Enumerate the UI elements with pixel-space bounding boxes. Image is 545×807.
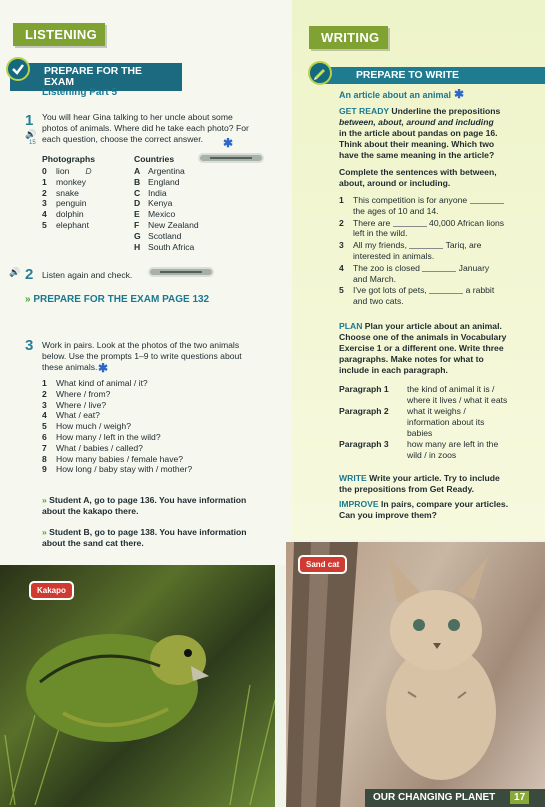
prepare-link[interactable]: » PREPARE FOR THE EXAM PAGE 132	[25, 294, 210, 305]
list-item: H South Africa	[134, 241, 195, 252]
list-item: 3 All my friends, Tariq, are interested in animals.	[339, 240, 482, 261]
prompts-list	[42, 378, 282, 475]
track-number: 15	[29, 140, 36, 146]
list-item: 1 What kind of animal / it?	[42, 378, 148, 388]
list-item: D Kenya	[134, 198, 173, 209]
list-item: 5 elephant	[42, 219, 89, 230]
list-item: 4 The zoo is closed January and March.	[339, 262, 490, 284]
audio-player[interactable]	[148, 267, 214, 277]
kakapo-photo	[0, 565, 275, 807]
countries-list	[134, 166, 244, 252]
list-item: 5 I've got lots of pets, a rabbit and two cats.	[339, 285, 495, 307]
writing-tab: WRITING	[309, 26, 388, 49]
question-1-number: 1	[25, 112, 34, 129]
list-item: 7 What / babies / called?	[42, 442, 143, 453]
student-a-instruction: » Student A, go to page 136. You have information about the kakapo there.	[42, 495, 247, 516]
list-item: E Mexico	[134, 209, 176, 220]
list-item: 1 monkey	[42, 176, 87, 187]
photographs-heading: Photographs	[42, 154, 95, 164]
footer	[365, 789, 545, 807]
double-arrow-icon: »	[25, 294, 31, 305]
sentences-list	[339, 195, 539, 307]
list-item: F New Zealand	[134, 219, 199, 230]
list-item: B England	[134, 176, 180, 187]
kakapo-label: Kakapo	[31, 583, 72, 598]
list-item: 8 How many babies / female have?	[42, 453, 184, 464]
prepare-to-write-band: PREPARE TO WRITE	[322, 67, 545, 84]
speaker-icon[interactable]: 🔊	[9, 267, 21, 277]
check-icon	[6, 57, 30, 81]
prepare-exam-band: PREPARE FOR THE EXAM	[10, 63, 182, 91]
list-item: A Argentina	[134, 166, 185, 176]
plan-text: PLAN Plan your article about an animal. Choose one of the animals in Vocabulary Exercise 1 or a different one. Write three paragraphs. Make notes for what to include in each paragraph.	[339, 321, 507, 375]
question-2-number: 2	[25, 266, 34, 283]
list-item: 3 Where / live?	[42, 399, 107, 410]
list-item: 2 There are 40,000 African lions left in the wild.	[339, 217, 505, 239]
listening-subtitle: Listening Part 5	[42, 87, 118, 98]
list-item: 0 lion D	[42, 166, 92, 176]
asterisk-icon: ✱	[223, 136, 234, 150]
speaker-icon[interactable]: 🔊	[25, 129, 37, 139]
asterisk-icon: ✱	[98, 361, 109, 375]
photographs-list	[42, 166, 130, 231]
listening-tab: LISTENING	[13, 23, 105, 46]
list-item: 1 This competition is for anyone the ages of 10 and 14.	[339, 195, 539, 217]
list-item: 3 penguin	[42, 198, 87, 209]
double-arrow-icon: »	[42, 495, 47, 505]
sand-cat-photo	[286, 542, 545, 807]
double-arrow-icon: »	[42, 527, 47, 537]
question-1-text: You will hear Gina talking to her uncle about some photos of animals. Where did he take each photo? For each question, choose the correct answer.	[42, 112, 249, 144]
list-item: 5 How much / weigh?	[42, 421, 131, 432]
list-item: 6 How many / left in the wild?	[42, 431, 161, 442]
list-item: 4 What / eat?	[42, 410, 100, 421]
list-item: 2 Where / from?	[42, 388, 111, 399]
list-item: 9 How long / baby stay with / mother?	[42, 464, 193, 475]
question-3-number: 3	[25, 337, 34, 354]
question-2-text: Listen again and check.	[42, 270, 133, 280]
complete-instruction: Complete the sentences with between, about, around or including.	[339, 167, 497, 188]
question-3-text: Work in pairs. Look at the photos of the two animals below. Use the prompts 1–9 to write questions about these animals.	[42, 340, 242, 372]
pencil-icon	[308, 61, 332, 85]
writing-subtitle: An article about an animal	[339, 90, 452, 100]
page-number: 17	[510, 791, 529, 804]
list-item: G Scotland	[134, 230, 182, 241]
sand-cat-label: Sand cat	[300, 557, 345, 572]
countries-heading: Countries	[134, 154, 175, 164]
write-text: WRITE Write your article. Try to include the prepositions from Get Ready.	[339, 473, 500, 494]
footer-title: OUR CHANGING PLANET	[373, 792, 496, 803]
paragraph-plan: Paragraph 1 the kind of animal it is / where it lives / what it eats Paragraph 2 what it weighs / information about its babies Paragraph 3 how many are left in the wild / in zoos	[339, 384, 508, 460]
get-ready-text: GET READY Underline the prepositions between, about, around and including in the article about pandas on page 16. Think about their meaning. Which two have the same meaning in the article?	[339, 106, 501, 160]
asterisk-icon: ✱	[454, 87, 465, 101]
list-item: C India	[134, 187, 167, 198]
list-item: 4 dolphin	[42, 209, 84, 220]
student-b-instruction: » Student B, go to page 138. You have information about the sand cat there.	[42, 527, 247, 548]
improve-text: IMPROVE In pairs, compare your articles. Can you improve them?	[339, 499, 509, 520]
list-item: 2 snake	[42, 187, 79, 198]
audio-player[interactable]	[198, 153, 264, 163]
